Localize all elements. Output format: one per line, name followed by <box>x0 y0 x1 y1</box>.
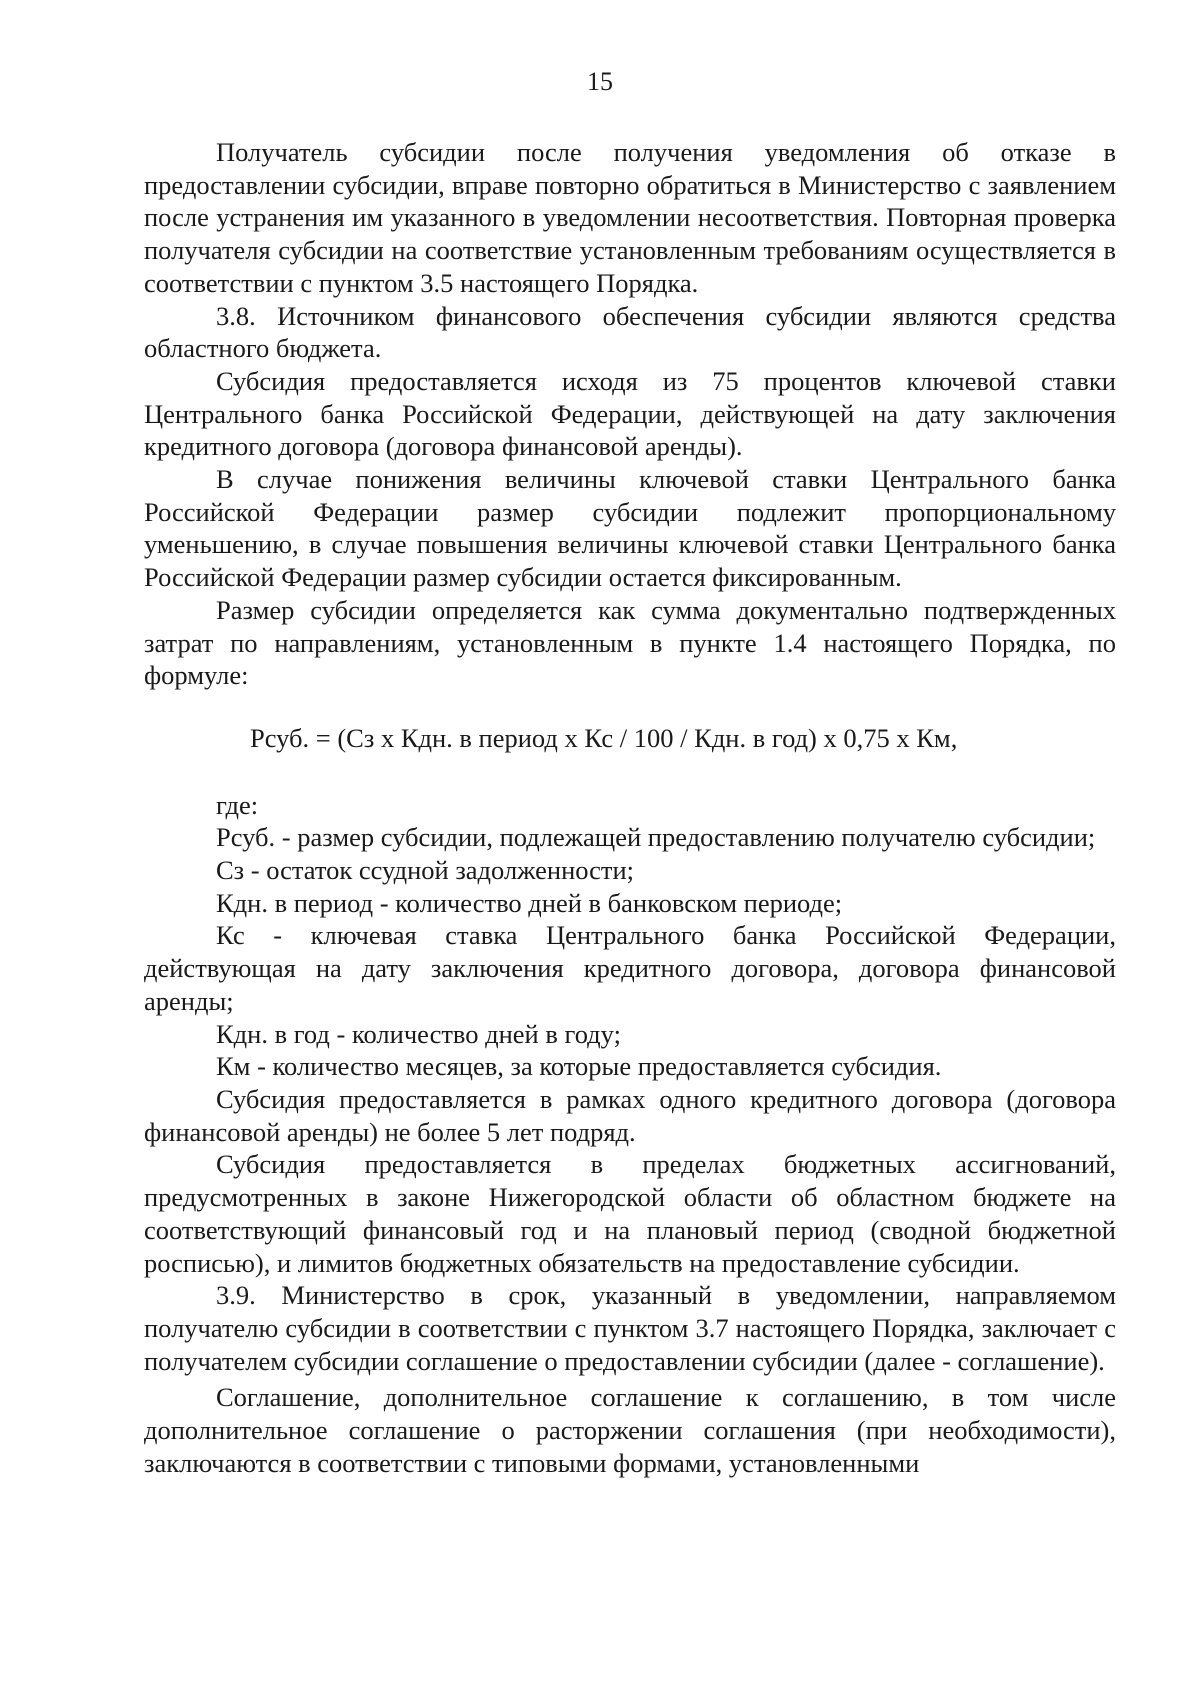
page-number: 15 <box>587 67 613 96</box>
paragraph-subsidy-rate: Субсидия предоставляется исходя из 75 процентов ключевой ставки Центрального банка Российской Федерации, действующей на дату заключения кредитного договора (договора финансовой аренды). <box>144 365 1116 462</box>
paragraph-where: где: <box>216 789 259 820</box>
document-body <box>144 136 1116 1479</box>
definition-ks: Кс - ключевая ставка Центрального банка Российской Федерации, действующая на дату заключения кредитного договора, договора финансовой аренды; <box>144 920 1116 1016</box>
paragraph-budget-limits: Субсидия предоставляется в пределах бюджетных ассигнований, предусмотренных в законе Нижегородской области об областном бюджете на соответствующий финансовый год и на плановый период (сводной бюджетной росписью), и лимитов бюджетных обязательств на предоставление субсидии. <box>144 1149 1116 1278</box>
paragraph-five-years-limit: Субсидия предоставляется в рамках одного кредитного договора (договора финансовой аренды) не более 5 лет подряд. <box>144 1083 1116 1147</box>
definition-kdn-year: Кдн. в год - количество дней в году; <box>216 1018 621 1049</box>
paragraph-3-9-agreement: 3.9. Министерство в срок, указанный в уведомлении, направляемом получателю субсидии в соответствии с пунктом 3.7 настоящего Порядка, заключает с получателем субсидии соглашение о предоставлении субсидии (далее - соглашение). <box>144 1280 1116 1376</box>
definition-kdn-period: Кдн. в период - количество дней в банковском периоде; <box>216 887 843 918</box>
subsidy-formula: Рсуб. = (Сз х Кдн. в период х Кс / 100 / Кдн. в год) х 0,75 х Км, <box>250 722 958 753</box>
paragraph-resubmission: Получатель субсидии после получения уведомления об отказе в предоставлении субсидии, вправе повторно обратиться в Министерство с заявлением после устранения им указанного в уведомлении несоответствия. Повторная проверка получателя субсидии на соответствие установленным требованиям осуществляется в соответствии с пунктом 3.5 настоящего Порядка. <box>144 137 1116 298</box>
paragraph-subsidy-amount: Размер субсидии определяется как сумма документально подтвержденных затрат по направлениям, установленным в пункте 1.4 настоящего Порядка, по формуле: <box>144 594 1116 691</box>
paragraph-agreement-forms: Соглашение, дополнительное соглашение к соглашению, в том числе дополнительное соглашение о расторжении соглашения (при необходимости), заключаются в соответствии с типовыми формами, установленными <box>144 1382 1116 1478</box>
definition-sz: Сз - остаток ссудной задолженности; <box>216 855 635 886</box>
definition-rsub: Рсуб. - размер субсидии, подлежащей предоставлению получателю субсидии; <box>216 822 1096 853</box>
definition-km: Км - количество месяцев, за которые предоставляется субсидия. <box>216 1051 942 1082</box>
paragraph-3-8-funding-source: 3.8. Источником финансового обеспечения субсидии являются средства областного бюджета. <box>144 300 1116 364</box>
paragraph-key-rate-change: В случае понижения величины ключевой ставки Центрального банка Российской Федерации размер субсидии подлежит пропорциональному уменьшению, в случае повышения величины ключевой ставки Центрального банка Российской Федерации размер субсидии остается фиксированным. <box>144 464 1116 593</box>
